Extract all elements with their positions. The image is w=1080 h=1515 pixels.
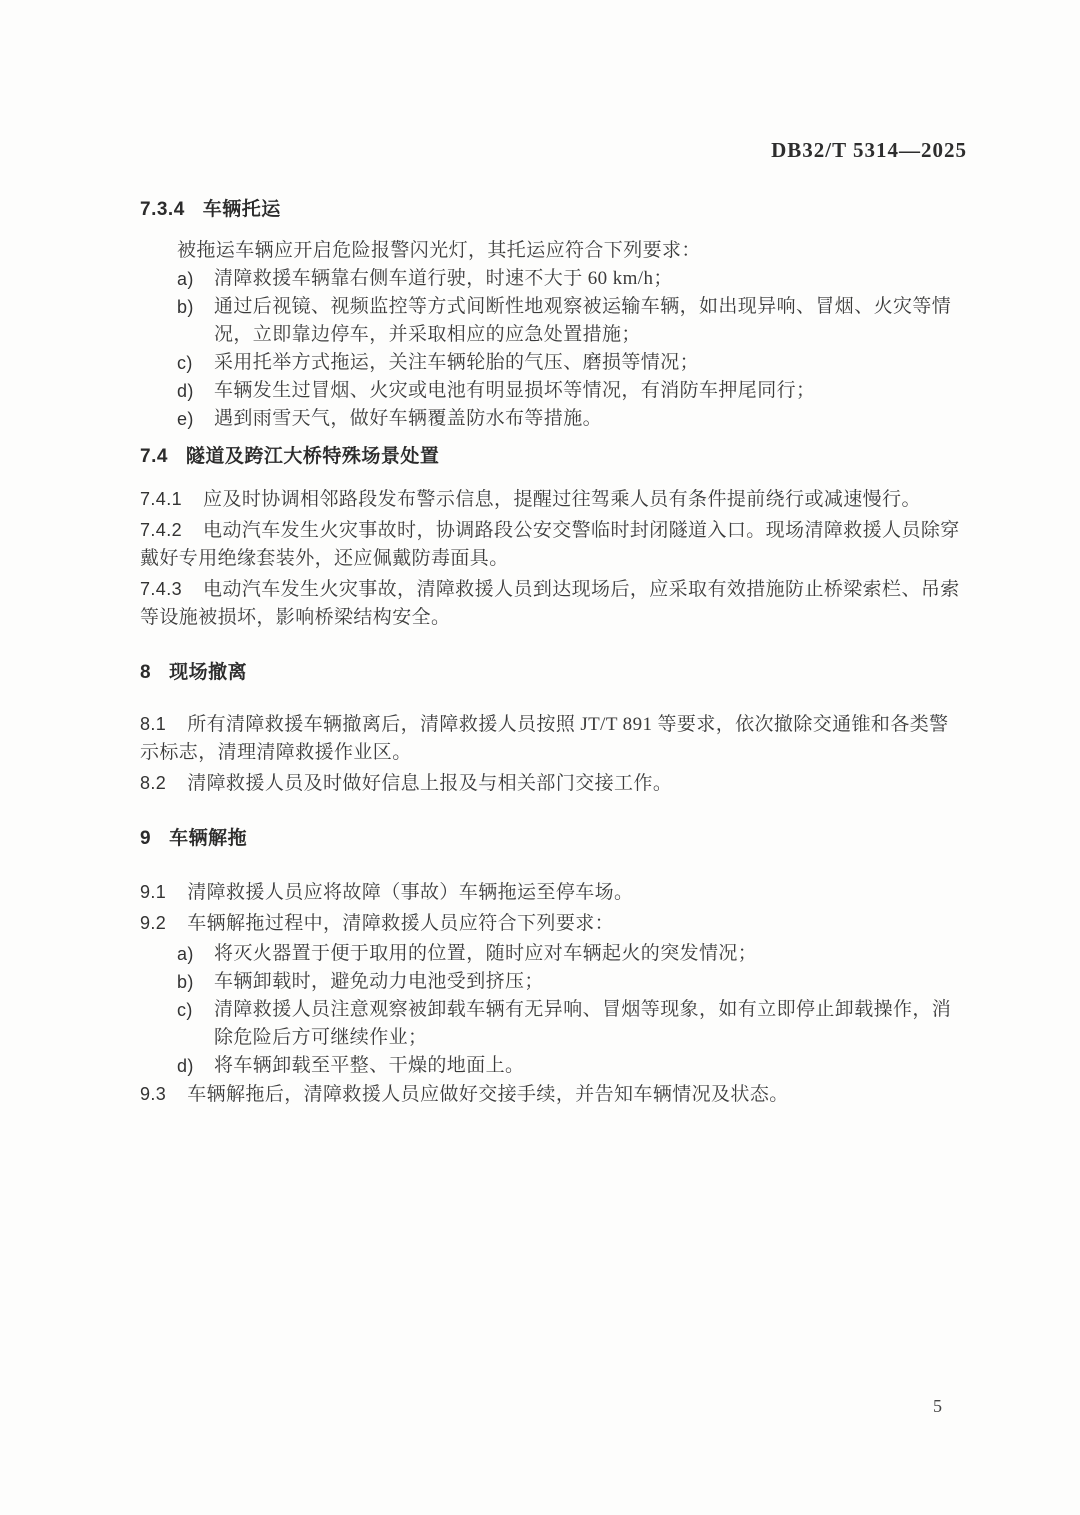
clause-number: 7.4.2 <box>140 520 183 540</box>
clause-number: 9.3 <box>140 1084 167 1104</box>
section-title: 车辆解拖 <box>169 828 248 849</box>
list-item-text: 车辆卸载时，避免动力电池受到挤压； <box>214 971 544 992</box>
page-header <box>140 137 967 163</box>
list-item <box>177 968 967 996</box>
clause-number: 7.4.1 <box>140 489 183 509</box>
section-heading-7-3-4 <box>140 197 967 222</box>
section-title: 隧道及跨江大桥特殊场景处置 <box>185 446 440 467</box>
clause-text: 应及时协调相邻路段发布警示信息，提醒过往驾乘人员有条件提前绕行或减速慢行。 <box>203 489 921 510</box>
list-item-label: a) <box>177 944 194 964</box>
clause-number: 9.1 <box>140 882 167 902</box>
section-heading-8 <box>140 660 967 685</box>
list-item-text: 通过后视镜、视频监控等方式间断性地观察被运输车辆，如出现异响、冒烟、火灾等情况，立即靠边停车，并采取相应的应急处置措施； <box>214 296 952 345</box>
clause-number: 8.2 <box>140 773 167 793</box>
list-item-text: 清障救援车辆靠右侧车道行驶，时速不大于 60 km/h； <box>214 268 673 289</box>
clause-7-4-1 <box>140 485 967 514</box>
section-title: 现场撤离 <box>169 662 248 683</box>
section-heading-9 <box>140 826 967 851</box>
list-item-text: 遇到雨雪天气，做好车辆覆盖防水布等措施。 <box>214 408 603 429</box>
list-item-label: b) <box>177 297 194 317</box>
clause-text: 电动汽车发生火灾事故，清障救援人员到达现场后，应采取有效措施防止桥梁索栏、吊索等设施被损坏，影响桥梁结构安全。 <box>140 579 960 628</box>
section-number: 9 <box>140 828 152 849</box>
list-item-label: d) <box>177 1056 194 1076</box>
list-item-label: b) <box>177 972 194 992</box>
section-heading-7-4 <box>140 444 967 469</box>
list-item <box>177 377 967 405</box>
clause-number: 8.1 <box>140 714 167 734</box>
clause-number: 9.2 <box>140 913 167 933</box>
section-number: 7.3.4 <box>140 199 185 220</box>
list-item-label: c) <box>177 1000 193 1020</box>
clause-text: 电动汽车发生火灾事故时，协调路段公安交警临时封闭隧道入口。现场清障救援人员除穿戴好专用绝缘套装外，还应佩戴防毒面具。 <box>140 520 960 569</box>
list-9-2 <box>140 940 967 1080</box>
list-item-text: 清障救援人员注意观察被卸载车辆有无异响、冒烟等现象，如有立即停止卸载操作，消除危险后方可继续作业； <box>214 999 952 1048</box>
intro-paragraph-7-3-4: 被拖运车辆应开启危险报警闪光灯，其托运应符合下列要求： <box>177 240 701 261</box>
list-item <box>177 349 967 377</box>
list-item <box>177 405 967 433</box>
section-number: 7.4 <box>140 446 168 467</box>
clause-text: 车辆解拖后，清障救援人员应做好交接手续，并告知车辆情况及状态。 <box>187 1084 789 1105</box>
list-item-text: 采用托举方式拖运，关注车辆轮胎的气压、磨损等情况； <box>214 352 700 373</box>
clause-7-4-2 <box>140 516 967 573</box>
clause-8-2 <box>140 769 967 798</box>
section-title: 车辆托运 <box>202 199 281 220</box>
clause-text: 清障救援人员应将故障（事故）车辆拖运至停车场。 <box>187 882 634 903</box>
list-item-label: c) <box>177 353 193 373</box>
list-item-text: 将车辆卸载至平整、干燥的地面上。 <box>214 1055 525 1076</box>
standard-number: DB32/T 5314—2025 <box>771 138 967 162</box>
list-item-text: 将灭火器置于便于取用的位置，随时应对车辆起火的突发情况； <box>214 943 758 964</box>
clause-text: 所有清障救援车辆撤离后，清障救援人员按照 JT/T 891 等要求，依次撤除交通锥和各类警示标志，清理清障救援作业区。 <box>140 714 949 763</box>
list-item <box>177 293 967 349</box>
list-item <box>177 940 967 968</box>
list-item-label: a) <box>177 269 194 289</box>
clause-text: 车辆解拖过程中，清障救援人员应符合下列要求： <box>187 913 615 934</box>
section-number: 8 <box>140 662 152 683</box>
page-number: 5 <box>933 1396 942 1416</box>
clause-7-4-3 <box>140 575 967 632</box>
list-item <box>177 996 967 1052</box>
list-item-text: 车辆发生过冒烟、火灾或电池有明显损坏等情况，有消防车押尾同行； <box>214 380 816 401</box>
list-7-3-4 <box>140 265 967 433</box>
list-item <box>177 265 967 293</box>
list-item-label: e) <box>177 409 194 429</box>
list-item <box>177 1052 967 1080</box>
clause-number: 7.4.3 <box>140 579 183 599</box>
list-item-label: d) <box>177 381 194 401</box>
clause-8-1 <box>140 710 967 767</box>
clause-9-3 <box>140 1080 967 1109</box>
clause-9-2 <box>140 909 967 938</box>
clause-9-1 <box>140 878 967 907</box>
clause-text: 清障救援人员及时做好信息上报及与相关部门交接工作。 <box>187 773 673 794</box>
